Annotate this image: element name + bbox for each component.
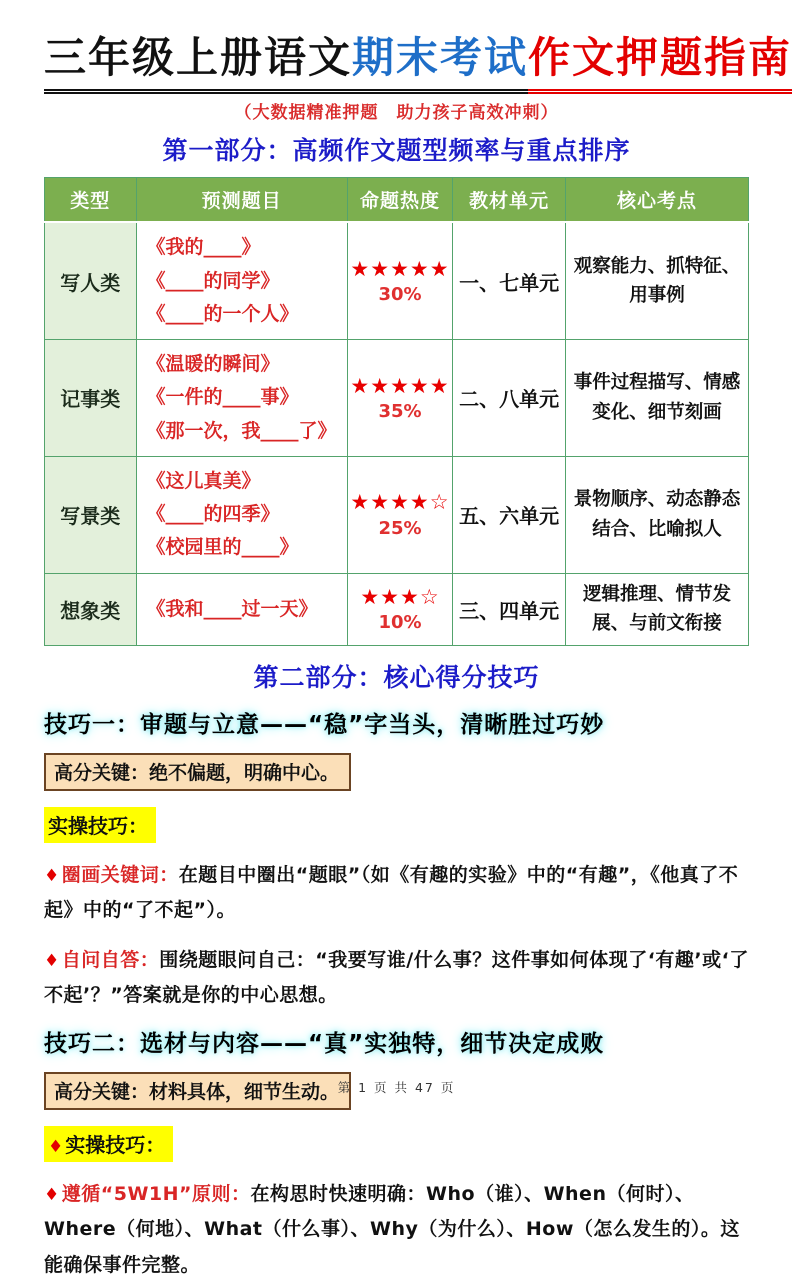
subtitle: （大数据精准押题 助力孩子高效冲刺） [234,103,559,124]
bullet-lead: 自问自答： [61,949,160,972]
row-units: 五、六单元 [453,456,566,573]
section1-heading: 第一部分：高频作文题型频率与重点排序 [162,136,631,166]
page-number: 第 1 页 共 47 页 [337,1080,456,1095]
tip2-heading: 技巧二：选材与内容——“真”实独特，细节决定成败 [44,1031,605,1058]
row-titles: 《我和____过一天》 [136,573,347,645]
row-titles: 《温暖的瞬间》 《一件的____事》 《那一次，我____了》 [136,340,347,457]
heat-percent: 30% [378,284,422,306]
star-rating: ★★★☆ [360,584,440,609]
heat-percent: 10% [378,612,422,634]
diamond-bullet-icon: ♦ [48,1137,64,1158]
row-units: 一、七单元 [453,222,566,339]
heat-percent: 25% [378,517,422,539]
row-type: 记事类 [45,340,137,457]
title-grade-part: 三年级上册语文 [44,33,353,82]
row-points: 逻辑推理、情节发展、与前文衔接 [565,573,748,645]
diamond-bullet-icon: ♦ [44,1185,60,1206]
tip2-bullet-1 [44,1177,749,1282]
title-guide-part: 作文押题指南 [528,33,792,94]
header-title: 预测题目 [136,178,347,223]
bullet-body: 在构思时快速明确：Who（谁）、When（何时）、Where（何地）、What（什么事）、Why（为什么）、How（怎么发生的）。这能确保事件完整。 [44,1183,740,1276]
tip1-heading: 技巧一：审题与立意——“稳”字当头，清晰胜过巧妙 [44,711,605,738]
tip2-key-box: 高分关键：材料具体，细节生动。 [44,1072,351,1110]
header-type: 类型 [45,178,137,223]
row-heat [347,222,453,339]
bullet-lead: 遵循“5W1H”原则： [61,1183,251,1206]
tip1-bullet-1 [44,858,749,928]
bullet-body: 在题目中圈出“题眼”（如《有趣的实验》中的“有趣”，《他真了不起》中的“了不起”）。 [44,863,739,921]
heat-percent: 35% [378,400,422,422]
star-rating: ★★★★☆ [350,490,450,515]
tip1-ops-label: 实操技巧： [44,807,156,843]
tip2-ops-label: ♦ 实操技巧： [44,1126,173,1162]
row-points: 事件过程描写、情感变化、细节刻画 [565,340,748,457]
row-titles: 《我的____》 《____的同学》 《____的一个人》 [136,222,347,339]
row-titles: 《这儿真美》 《____的四季》 《校园里的____》 [136,456,347,573]
row-points: 观察能力、抓特征、用事例 [565,222,748,339]
star-rating: ★★★★★ [350,373,450,398]
row-heat [347,456,453,573]
page-title [44,33,793,82]
row-type: 写景类 [45,456,137,573]
star-rating: ★★★★★ [350,256,450,281]
header-point: 核心考点 [565,178,748,223]
title-exam-part: 期末考试 [352,33,529,82]
table-row [45,340,749,457]
header-heat: 命题热度 [347,178,453,223]
frequency-table [44,177,749,645]
table-row [45,573,749,645]
section2-heading: 第二部分：核心得分技巧 [253,662,540,692]
table-row [45,222,749,339]
tip1-key-box: 高分关键：绝不偏题，明确中心。 [44,753,351,791]
row-units: 三、四单元 [453,573,566,645]
table-row [45,456,749,573]
row-points: 景物顺序、动态静态结合、比喻拟人 [565,456,748,573]
table-header-row [45,178,749,223]
row-units: 二、八单元 [453,340,566,457]
row-type: 写人类 [45,222,137,339]
row-type: 想象类 [45,573,137,645]
diamond-bullet-icon: ♦ [44,951,60,972]
row-heat [347,340,453,457]
diamond-bullet-icon: ♦ [44,865,60,886]
tip1-bullet-2 [44,943,749,1013]
row-heat [347,573,453,645]
bullet-body: 围绕题眼问自己：“我要写谁/什么事？这件事如何体现了‘有趣’或‘了不起’？”答案就是你的中心思想。 [44,949,749,1007]
header-unit: 教材单元 [453,178,566,223]
bullet-lead: 圈画关键词： [61,863,179,886]
